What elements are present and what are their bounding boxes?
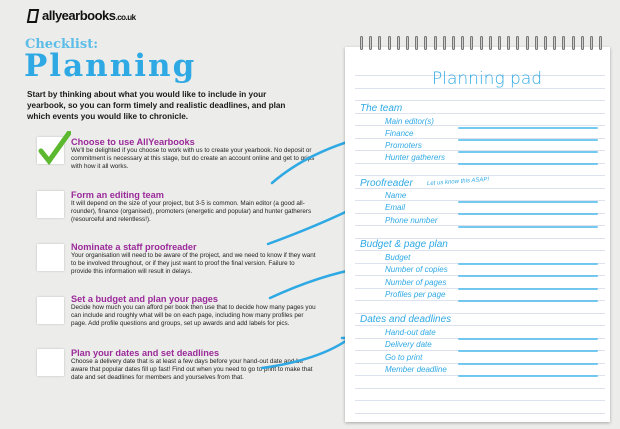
spiral-ring — [562, 36, 565, 50]
spiral-ring — [388, 36, 391, 50]
spiral-ring — [498, 36, 501, 50]
field-label: Profiles per page — [385, 290, 446, 299]
spiral-ring — [535, 36, 538, 50]
item-body: It will depend on the size of your project, but 3-5 is common. Main editor (a good all-rounder), finance (organised), promoters (energetic and popular) and hunter gatherers (resourceful and relentless!). — [71, 200, 312, 224]
ruled-line — [355, 100, 605, 101]
fill-in-line — [458, 300, 598, 302]
section-heading: Dates and deadlines — [360, 314, 452, 325]
fill-in-line — [458, 139, 598, 141]
field-label: Phone number — [385, 216, 438, 225]
spiral-ring — [489, 36, 492, 50]
spiral-ring — [378, 36, 381, 50]
item-body: We'll be delighted if you choose to work with us to create your yearbook. No deposit or commitment is necessary at this stage, but do create an account online and get to grips with how it all works. — [71, 147, 315, 171]
fill-in-line — [458, 213, 598, 215]
field-label: Delivery date — [385, 340, 432, 349]
spiral-ring — [360, 36, 363, 50]
spiral-ring — [516, 36, 519, 50]
fill-in-line — [458, 151, 598, 153]
fill-in-line — [458, 275, 598, 277]
ruled-line — [355, 250, 605, 251]
section-heading: The team — [360, 103, 403, 114]
intro-text: Start by thinking about what you would like to include in your yearbook, so you can form timely and realistic deadlines, and plan which events you would like to chronicle. — [27, 90, 286, 121]
spiral-ring — [434, 36, 437, 50]
spiral-ring — [544, 36, 547, 50]
spiral-ring — [397, 36, 400, 50]
item-body: Your organisation will need to be aware of the project, and we need to know if they want to be involved throughout, or if they just want to proof the final version. Failure to provide this information will result in delays. — [71, 252, 316, 276]
fill-in-line — [458, 163, 598, 165]
fill-in-line — [458, 363, 598, 365]
page-kicker: Checklist: — [25, 37, 98, 52]
spiral-ring — [526, 36, 529, 50]
page-title: Planning — [24, 48, 197, 84]
fill-in-line — [458, 201, 598, 203]
spiral-ring — [452, 36, 455, 50]
field-label: Name — [385, 191, 407, 200]
fill-in-line — [458, 350, 598, 352]
field-label: Main editor(s) — [385, 117, 434, 126]
spiral-ring — [590, 36, 593, 50]
proofreader-note: Let us know this ASAP! — [426, 176, 490, 188]
field-label: Hunter gatherers — [385, 153, 446, 162]
ruled-line — [355, 175, 605, 176]
section-heading: Proofreader — [360, 178, 413, 189]
spiral-ring — [480, 36, 483, 50]
logo-text: allyearbooks — [42, 8, 116, 23]
logo-suffix: .co.uk — [115, 13, 136, 22]
fill-in-line — [458, 375, 598, 377]
field-label: Number of pages — [385, 278, 447, 287]
fill-in-line — [458, 338, 598, 340]
spiral-ring — [599, 36, 602, 50]
item-title: Nominate a staff proofreader — [71, 242, 197, 252]
spiral-ring — [461, 36, 464, 50]
spiral-ring — [581, 36, 584, 50]
spiral-ring — [424, 36, 427, 50]
fill-in-line — [458, 263, 598, 265]
fill-in-line — [458, 288, 598, 290]
field-label: Finance — [385, 129, 414, 138]
ruled-line — [355, 413, 605, 414]
spiral-ring — [443, 36, 446, 50]
field-label: Promoters — [385, 141, 422, 150]
field-label: Number of copies — [385, 265, 448, 274]
item-body: Choose a delivery date that is at least a few days before your hand-out date and be aware that popular dates fill up fast! Find out when you need to go to print to make that date and set deadlines for members and yourselves from that. — [71, 358, 313, 382]
fill-in-line — [458, 127, 598, 129]
item-body: Decide how much you can afford per book then use that to decide how many pages you can include and roughly what will be on each page, including how many profiles per page. Add profile questions and groups, set up awards and add labels for pics. — [71, 304, 316, 328]
field-label: Hand-out date — [385, 328, 436, 337]
item-title: Form an editing team — [71, 190, 164, 200]
item-title: Set a budget and plan your pages — [71, 294, 219, 304]
pad-title: Planning pad — [432, 69, 543, 89]
spiral-ring — [572, 36, 575, 50]
field-label: Go to print — [385, 353, 423, 362]
spiral-ring — [553, 36, 556, 50]
field-label: Budget — [385, 253, 411, 262]
spiral-ring — [507, 36, 510, 50]
field-label: Email — [385, 203, 406, 212]
ruled-line — [355, 388, 605, 389]
ruled-line — [355, 400, 605, 401]
spiral-ring — [470, 36, 473, 50]
spiral-ring — [406, 36, 409, 50]
spiral-ring — [415, 36, 418, 50]
fill-in-line — [458, 226, 598, 228]
item-title: Plan your dates and set deadlines — [71, 348, 220, 358]
field-label: Member deadline — [385, 365, 447, 374]
section-heading: Budget & page plan — [360, 239, 448, 250]
ruled-line — [355, 325, 605, 326]
spiral-ring — [369, 36, 372, 50]
item-title: Choose to use AllYearbooks — [71, 137, 195, 147]
